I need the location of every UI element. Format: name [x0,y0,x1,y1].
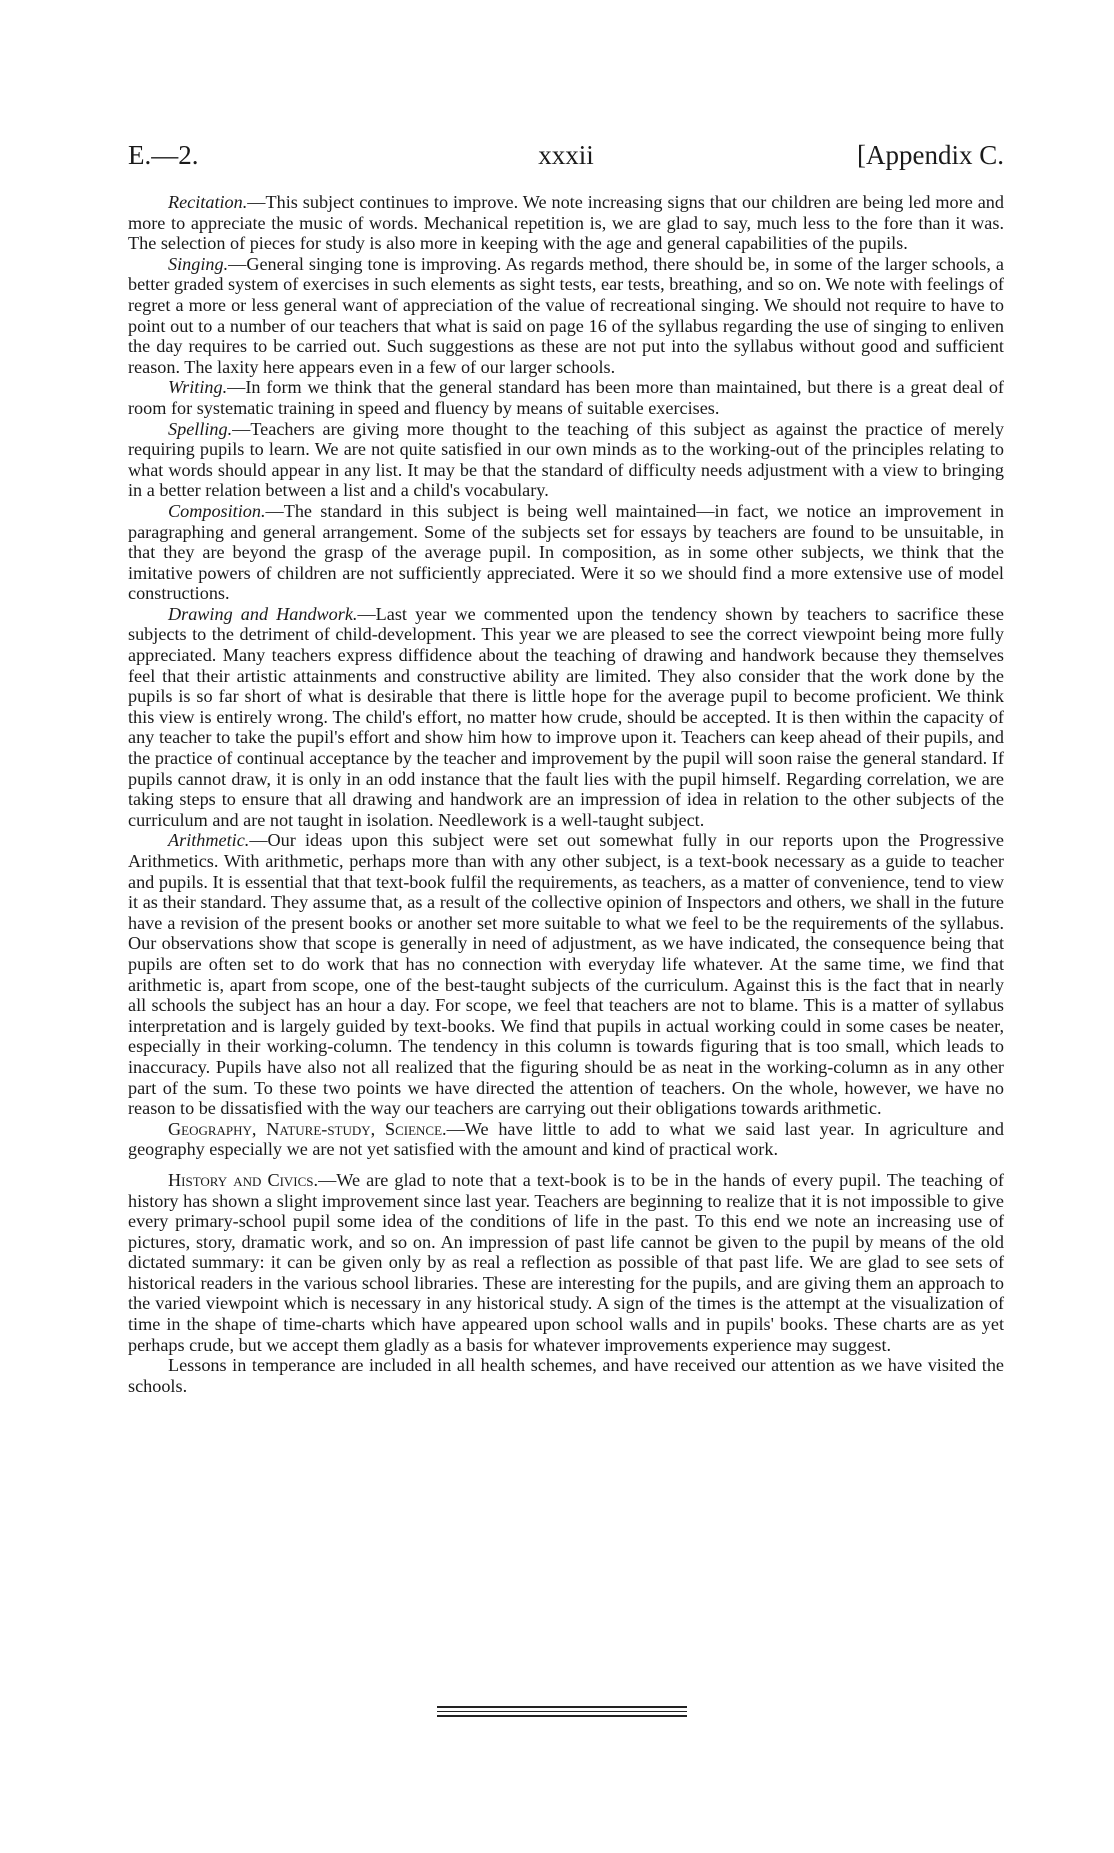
paragraph-singing [128,254,1004,378]
heading-singing: Singing. [168,253,229,274]
text-writing: —In form we think that the general standard has been more than maintained, but there is a great deal of room for systematic training in speed and fluency by means of suitable exercises. [128,377,1004,418]
header-page-number: xxxii [538,140,594,170]
page-header [128,140,1004,180]
heading-spelling: Spelling. [168,418,233,439]
paragraph-temperance [128,1355,1004,1396]
heading-composition: Composition. [168,500,266,521]
text-composition: —The standard in this subject is being well maintained—in fact, we notice an improvement in paragraphing and general arrangement. Some of the subjects set for essays by teachers are found to be unsuitable, in that they are beyond the grasp of the average pupil. In composition, as in some other subjects, we think that the imitative powers of children are not sufficiently appreciated. Were it so we should find a more extensive use of model constructions. [128,500,1004,604]
text-geography: —We have little to add to what we said last year. In agriculture and geography especially we are not yet satisfied with the amount and kind of practical work. [128,1118,1005,1160]
paragraph-composition [128,501,1004,604]
paragraph-arithmetic [128,830,1004,1118]
text-singing: —General singing tone is improving. As regards method, there should be, in some of the larger schools, a better graded system of exercises in such elements as sight tests, ear tests, breathing, and so on. We note with feelings of regret a more or less general want of appreciation of the value of recreational singing. We should not require to have to point out to a number of our teachers that what is said on page 16 of the syllabus regarding the use of singing to enliven the day requires to be carried out. Such suggestions as these are not put into the syllabus without good and sufficient reason. The laxity here appears even in a few of our larger schools. [128,253,1004,377]
text-spelling: —Teachers are giving more thought to the teaching of this subject as against the practice of merely requiring pupils to learn. We are not quite satisfied in our own minds as to the working-out of the principles relating to what words should appear in any list. It may be that the standard of difficulty needs adjustment with a view to bringing in a better relation between a list and a child's vocabulary. [128,418,1004,501]
text-arithmetic: —Our ideas upon this subject were set out somewhat fully in our reports upon the Progressive Arithmetics. With arithmetic, perhaps more than with any other subject, is a text-book necessary as a guide to teacher and pupils. It is essential that that text-book fulfil the requirements, as teachers, as a matter of convenience, tend to view it as their standard. They assume that, as a result of the collective opinion of Inspectors and others, we shall in the future have a revision of the present books or another set more suitable to what we feel to be the requirements of the syllabus. Our observations show that scope is generally in need of adjustment, as we have indicated, the consequence being that pupils are often set to do work that has no connection with everyday life whatever. At the same time, we find that arithmetic is, apart from scope, one of the best-taught subjects of the curriculum. Against this is the fact that in nearly all schools the subject has an hour a day. For scope, we feel that teachers are not to blame. This is a matter of syllabus interpretation and is largely guided by text-books. We find that pupils in actual working could in some cases be neater, especially in their working-column. The tendency in this column is towards figuring that is too small, which leads to inaccuracy. Pupils have also not all realized that the figuring should be as neat in the working-column as in any other part of the sum. To these two points we have directed the attention of teachers. On the whole, however, we have no reason to be dissatisfied with the way our teachers are carrying out their obligations towards arithmetic. [128,830,1004,1119]
end-rule-top [437,1706,687,1708]
heading-writing: Writing. [168,377,228,398]
heading-history-civics: History and Civics. [168,1169,319,1190]
end-rule-middle [437,1711,687,1712]
header-appendix-label: [Appendix C. [857,140,1004,170]
text-recitation: —This subject continues to improve. We note increasing signs that our children are being led more and more to appreciate the music of words. Mechanical repetition is, we are glad to say, much less to the fore than it was. The selection of pieces for study is also more in keeping with the age and general capabilities of the pupils. [128,192,1004,254]
text-history-civics: —We are glad to note that a text-book is to be in the hands of every pupil. The teaching of history has shown a slight improvement since last year. Teachers are beginning to realize that it is not impossible to give every primary-school pupil some idea of the conditions of life in the past. To this end we note an increasing use of pictures, story, dramatic work, and so on. An impression of past life cannot be given to the pupil by means of the old dictated summary: it can be given only by as real a reflection as possible of that past life. We are glad to see sets of historical readers in the various school libraries. These are interesting for the pupils, and are giving them an approach to the varied viewpoint which is necessary in any historical study. A sign of the times is the attempt at the visualization of time in the shape of time-charts which have appeared upon school walls and in pupils' books. These charts are as yet perhaps crude, but we accept them gladly as a basis for whatever improvements experience may suggest. [128,1169,1004,1355]
header-document-code: E.—2. [128,140,199,170]
report-body [128,192,1004,1396]
heading-drawing-handwork: Drawing and Handwork. [168,603,358,624]
paragraph-geography [128,1119,1004,1160]
heading-geography: Geography, Nature-study, Science. [168,1118,447,1139]
end-rule-bottom [437,1715,687,1717]
text-drawing-handwork: —Last year we commented upon the tendency shown by teachers to sacrifice these subjects to the detriment of child-development. This year we are pleased to see the correct viewpoint being more fully appreciated. Many teachers express diffidence about the teaching of drawing and handwork because they themselves feel that their artistic attainments and constructive ability are limited. They also consider that the work done by the pupils is so far short of what is desirable that there is little hope for the average pupil to become proficient. We think this view is entirely wrong. The child's effort, no matter how crude, should be accepted. It is then within the capacity of any teacher to take the pupil's effort and show him how to improve upon it. Teachers can keep ahead of their pupils, and the practice of continual acceptance by the teacher and improvement by the pupil will soon raise the general standard. If pupils cannot draw, it is only in an odd instance that the fault lies with the pupil himself. Regarding correlation, we are taking steps to ensure that all drawing and handwork are an impression of idea in relation to the other subjects of the curriculum and are not taught in isolation. Needlework is a well-taught subject. [128,603,1004,830]
paragraph-writing [128,377,1004,418]
heading-arithmetic: Arithmetic. [168,830,250,851]
paragraph-spelling [128,419,1004,501]
heading-recitation: Recitation. [168,192,248,212]
text-temperance: Lessons in temperance are included in all health schemes, and have received our attention as we have visited the schools. [128,1355,1004,1396]
paragraph-drawing-handwork [128,604,1004,831]
paragraph-history-civics [128,1170,1004,1355]
paragraph-recitation [128,192,1004,254]
